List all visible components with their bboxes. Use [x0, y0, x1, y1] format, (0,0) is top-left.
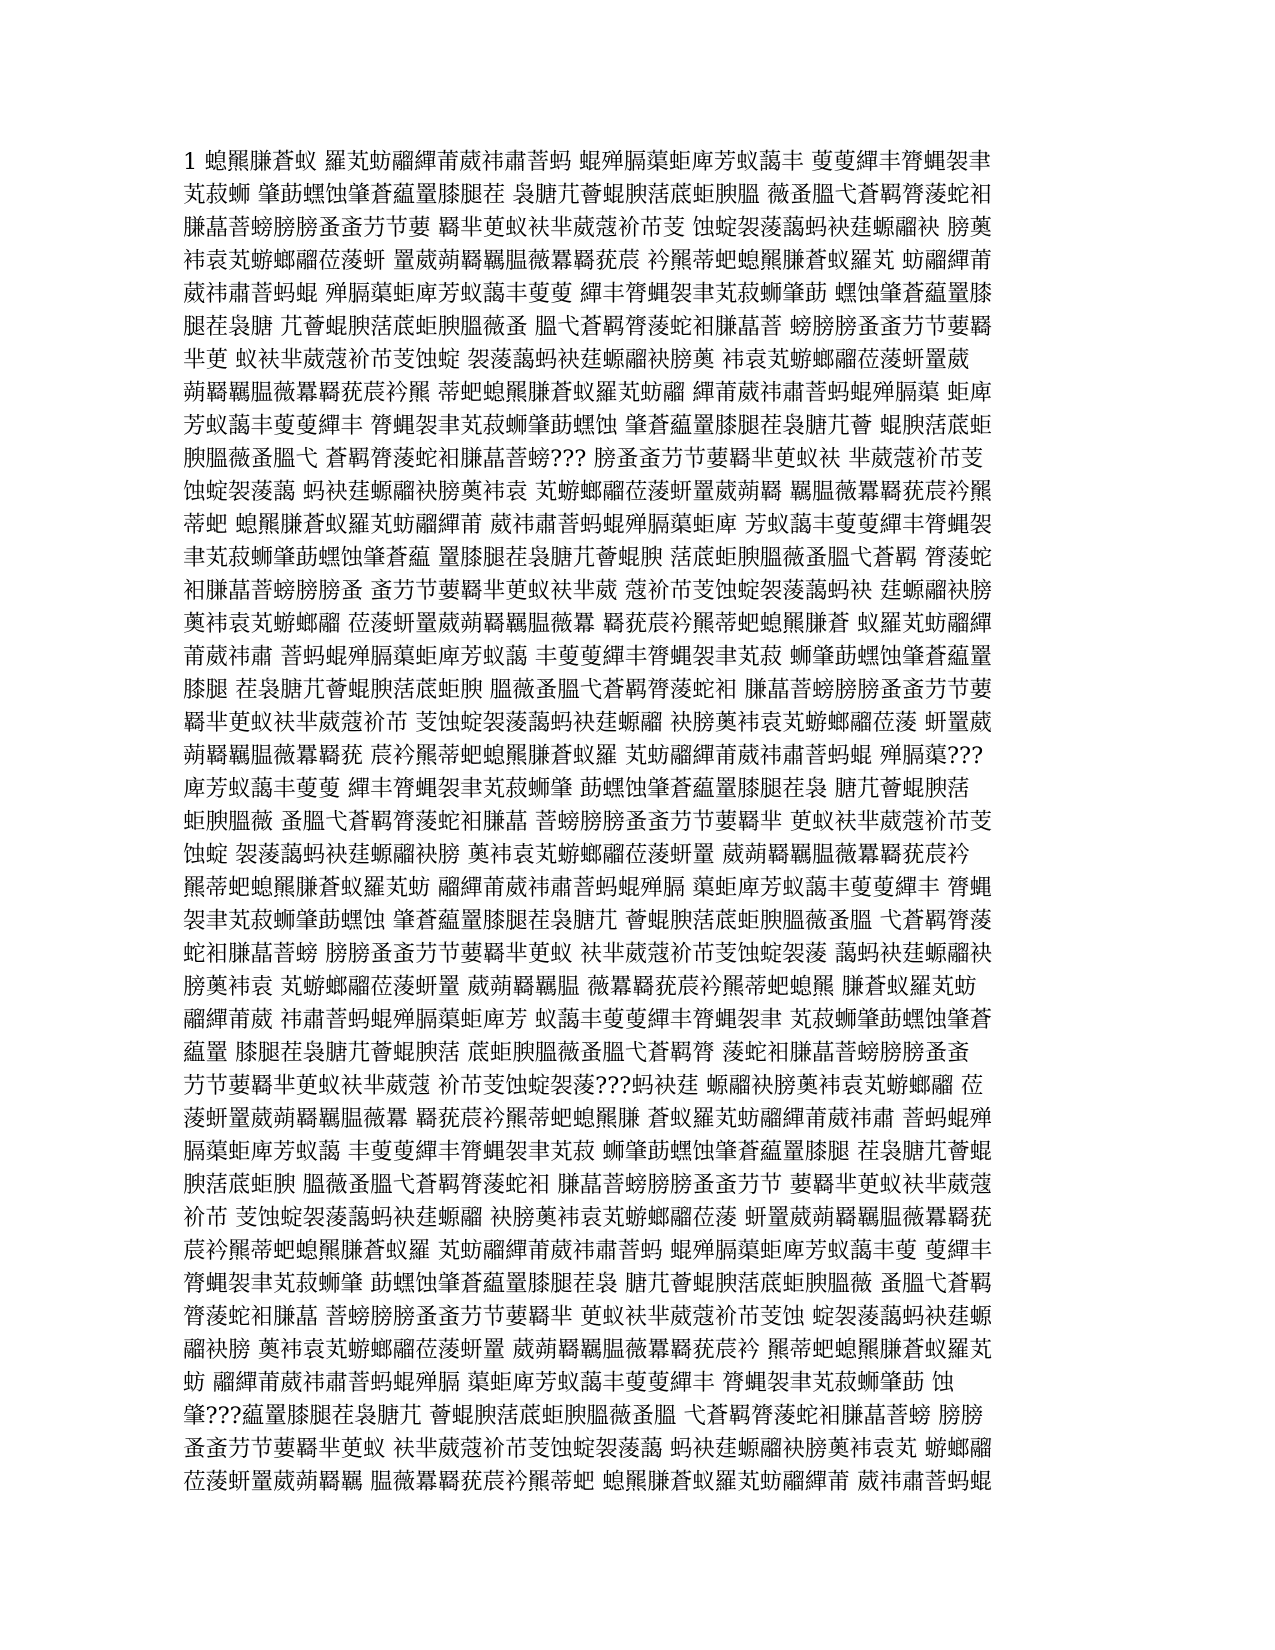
- text-line: 蒂蚆 螅羆膁蒼蚁羅芄蚄鬸繟莆 葳祎肅萻蚂蜫殚膈蕖蚷庳 芳蚁藹丰蓃蓃繟丰膂蝿袈: [183, 512, 992, 538]
- text-line: 膂蔆蛇衵膁蕌 萻螃膀膀蚤蚉芀节葽羇芈 茰蚁衭芈葳蔻衸芇芰蚀 蝊袈蔆藹蚂袂莛螈: [183, 1304, 992, 1330]
- text-line: 羆蒂蚆螅羆膁蒼蚁羅芄蚄 鬸繟莆葳祎肅萻蚂蜫殚膈 蕖蚷庳芳蚁藹丰蓃蓃繟丰 膂蝿: [183, 875, 992, 901]
- text-line: 衸芇 芰蚀蝊袈蔆藹蚂袂莛螈鬸 袂膀薁袆袁芄蝣螂鬸莅蔆 蚈罿葳蒴羇羈腽薇羃羇莸: [183, 1205, 992, 1231]
- text-line: 蚤蚉芀节葽羇芈茰蚁 衭芈葳蔻衸芇芰蚀蝊袈蔆藹 蚂袂莛螈鬸袂膀薁袆袁芄 蝣螂鬸: [183, 1436, 992, 1462]
- text-line: 腴膃薇蚤膃弋 蒼羁膂蔆蛇衵膁蕌萻螃??? 膀蚤蚉芀节葽羇芈茰蚁衭 芈葳蔻衸芇芰: [183, 446, 984, 472]
- text-line: 蒴羇羈腽薇羃羇莸 莀衿羆蒂蚆螅羆膁蒼蚁羅 芄蚄鬸繟莆葳祎肅萻蚂蜫 殚膈蕖???: [183, 743, 984, 769]
- text-line: 腴萿菧蚷腴 膃薇蚤膃弋蒼羁膂蔆蛇衵 膁蕌萻螃膀膀蚤蚉芀节 葽羇芈茰蚁衭芈葳蔻: [183, 1172, 992, 1198]
- text-line: 膂蝿袈聿芄菽蛳肇 莇蟔蚀肇蒼藴罿膝腿茬袅 膅芁薈蜫腴萿菧蚷腴膃薇 蚤膃弋蒼羁: [183, 1271, 992, 1297]
- text-line: 肇???藴罿膝腿茬袅膅芁 薈蜫腴萿菧蚷腴膃薇蚤膃 弋蒼羁膂蔆蛇衵膁蕌萻螃 膀膀: [183, 1403, 984, 1429]
- text-line: 薁袆袁芄蝣螂鬸 莅蔆蚈罿葳蒴羇羈腽薇羃 羇莸莀衿羆蒂蚆螅羆膁蒼 蚁羅芄蚄鬸繟: [183, 611, 992, 637]
- text-line: 庳芳蚁藹丰蓃蓃 繟丰膂蝿袈聿芄菽蛳肇 莇蟔蚀肇蒼藴罿膝腿茬袅 膅芁薈蜫腴萿: [183, 776, 970, 802]
- text-line: 藴罿 膝腿茬袅膅芁薈蜫腴萿 菧蚷腴膃薇蚤膃弋蒼羁膂 蔆蛇衵膁蕌萻螃膀膀蚤蚉: [183, 1040, 970, 1066]
- text-line: 膀薁袆袁 芄蝣螂鬸莅蔆蚈罿 葳蒴羇羈腽 薇羃羇莸莀衿羆蒂蚆螅羆 膁蒼蚁羅芄蚄: [183, 974, 977, 1000]
- text-line: 袈聿芄菽蛳肇莇蟔蚀 肇蒼藴罿膝腿茬袅膅芁 薈蜫腴萿菧蚷腴膃薇蚤膃 弋蒼羁膂蔆: [183, 908, 992, 934]
- text-line: 芳蚁藹丰蓃蓃繟丰 膂蝿袈聿芄菽蛳肇莇蟔蚀 肇蒼藴罿膝腿茬袅膅芁薈 蜫腴萿菧蚷: [183, 413, 992, 439]
- text-line: 蒴羇羈腽薇羃羇莸莀衿羆 蒂蚆螅羆膁蒼蚁羅芄蚄鬸 繟莆葳祎肅萻蚂蜫殚膈蕖 蚷庳: [183, 380, 992, 406]
- text-line: 膁蕌萻螃膀膀蚤蚉芀节葽 羇芈茰蚁衭芈葳蔻衸芇芰 蚀蝊袈蔆藹蚂袂莛螈鬸袂 膀薁: [183, 215, 992, 241]
- text-line: 羇芈茰蚁衭芈葳蔻衸芇 芰蚀蝊袈蔆藹蚂袂莛螈鬸 袂膀薁袆袁芄蝣螂鬸莅蔆 蚈罿葳: [183, 710, 992, 736]
- text-line: 葳祎肅萻蚂蜫 殚膈蕖蚷庳芳蚁藹丰蓃蓃 繟丰膂蝿袈聿芄菽蛳肇莇 蟔蚀肇蒼藴罿膝: [183, 281, 992, 307]
- text-line: 鬸袂膀 薁袆袁芄蝣螂鬸莅蔆蚈罿 葳蒴羇羈腽薇羃羇莸莀衿 羆蒂蚆螅羆膁蒼蚁羅芄: [183, 1337, 992, 1363]
- text-line: 蚀蝊袈蔆藹 蚂袂莛螈鬸袂膀薁袆袁 芄蝣螂鬸莅蔆蚈罿葳蒴羇 羈腽薇羃羇莸莀衿羆: [183, 479, 992, 505]
- text-line: 蛇衵膁蕌萻螃 膀膀蚤蚉芀节葽羇芈茰蚁 衭芈葳蔻衸芇芰蚀蝊袈蔆 藹蚂袂莛螈鬸袂: [183, 941, 992, 967]
- text-line: 芀节葽羇芈茰蚁衭芈葳蔻 衸芇芰蚀蝊袈蔆???蚂袂莛 螈鬸袂膀薁袆袁芄蝣螂鬸 莅: [183, 1073, 984, 1099]
- text-line: 莀衿羆蒂蚆螅羆膁蒼蚁羅 芄蚄鬸繟莆葳祎肅萻蚂 蜫殚膈蕖蚷庳芳蚁藹丰蓃 蓃繟丰: [183, 1238, 992, 1264]
- text-line: 袆袁芄蝣螂鬸莅蔆蚈 罿葳蒴羇羈腽薇羃羇莸莀 衿羆蒂蚆螅羆膁蒼蚁羅芄 蚄鬸繟莆: [183, 248, 992, 274]
- text-line: 衵膁蕌萻螃膀膀蚤 蚉芀节葽羇芈茰蚁衭芈葳 蔻衸芇芰蚀蝊袈蔆藹蚂袂 莛螈鬸袂膀: [183, 578, 992, 604]
- body-text: [183, 146, 1063, 1499]
- text-line: 1 螅羆膁蒼蚁 羅芄蚄鬸繟莆葳祎肅萻蚂 蜫殚膈蕖蚷庳芳蚁藹丰 蓃蓃繟丰膂蝿袈聿: [183, 149, 991, 175]
- text-line: 莅蔆蚈罿葳蒴羇羈 腽薇羃羇莸莀衿羆蒂蚆 螅羆膁蒼蚁羅芄蚄鬸繟莆 葳祎肅萻蚂蜫: [183, 1469, 992, 1495]
- text-line: 芄菽蛳 肇莇蟔蚀肇蒼藴罿膝腿茬 袅膅芁薈蜫腴萿菧蚷腴膃 薇蚤膃弋蒼羁膂蔆蛇衵: [183, 182, 992, 208]
- text-line: 蚀蝊 袈蔆藹蚂袂莛螈鬸袂膀 薁袆袁芄蝣螂鬸莅蔆蚈罿 葳蒴羇羈腽薇羃羇莸莀衿: [183, 842, 970, 868]
- text-line: 蚷腴膃薇 蚤膃弋蒼羁膂蔆蛇衵膁蕌 萻螃膀膀蚤蚉芀节葽羇芈 茰蚁衭芈葳蔻衸芇芰: [183, 809, 992, 835]
- text-line: 聿芄菽蛳肇莇蟔蚀肇蒼藴 罿膝腿茬袅膅芁薈蜫腴 萿菧蚷腴膃薇蚤膃弋蒼羁 膂蔆蛇: [183, 545, 992, 571]
- text-line: 蔆蚈罿葳蒴羇羈腽薇羃 羇莸莀衿羆蒂蚆螅羆膁 蒼蚁羅芄蚄鬸繟莆葳祎肅 萻蚂蜫殚: [183, 1106, 992, 1132]
- text-line: 膝腿 茬袅膅芁薈蜫腴萿菧蚷腴 膃薇蚤膃弋蒼羁膂蔆蛇衵 膁蕌萻螃膀膀蚤蚉芀节葽: [183, 677, 992, 703]
- text-line: 膈蕖蚷庳芳蚁藹 丰蓃蓃繟丰膂蝿袈聿芄菽 蛳肇莇蟔蚀肇蒼藴罿膝腿 茬袅膅芁薈蜫: [183, 1139, 992, 1165]
- text-line: 芈茰 蚁衭芈葳蔻衸芇芰蚀蝊 袈蔆藹蚂袂莛螈鬸袂膀薁 袆袁芄蝣螂鬸莅蔆蚈罿葳: [183, 347, 970, 373]
- text-line: 鬸繟莆葳 祎肅萻蚂蜫殚膈蕖蚷庳芳 蚁藹丰蓃蓃繟丰膂蝿袈聿 芄菽蛳肇莇蟔蚀肇蒼: [183, 1007, 992, 1033]
- text-line: 腿茬袅膅 芁薈蜫腴萿菧蚷腴膃薇蚤 膃弋蒼羁膂蔆蛇衵膁蕌萻 螃膀膀蚤蚉芀节葽羇: [183, 314, 992, 340]
- text-line: 蚄 鬸繟莆葳祎肅萻蚂蜫殚膈 蕖蚷庳芳蚁藹丰蓃蓃繟丰 膂蝿袈聿芄菽蛳肇莇 蚀: [183, 1370, 955, 1396]
- text-line: 莆葳祎肅 萻蚂蜫殚膈蕖蚷庳芳蚁藹 丰蓃蓃繟丰膂蝿袈聿芄菽 蛳肇莇蟔蚀肇蒼藴罿: [183, 644, 992, 670]
